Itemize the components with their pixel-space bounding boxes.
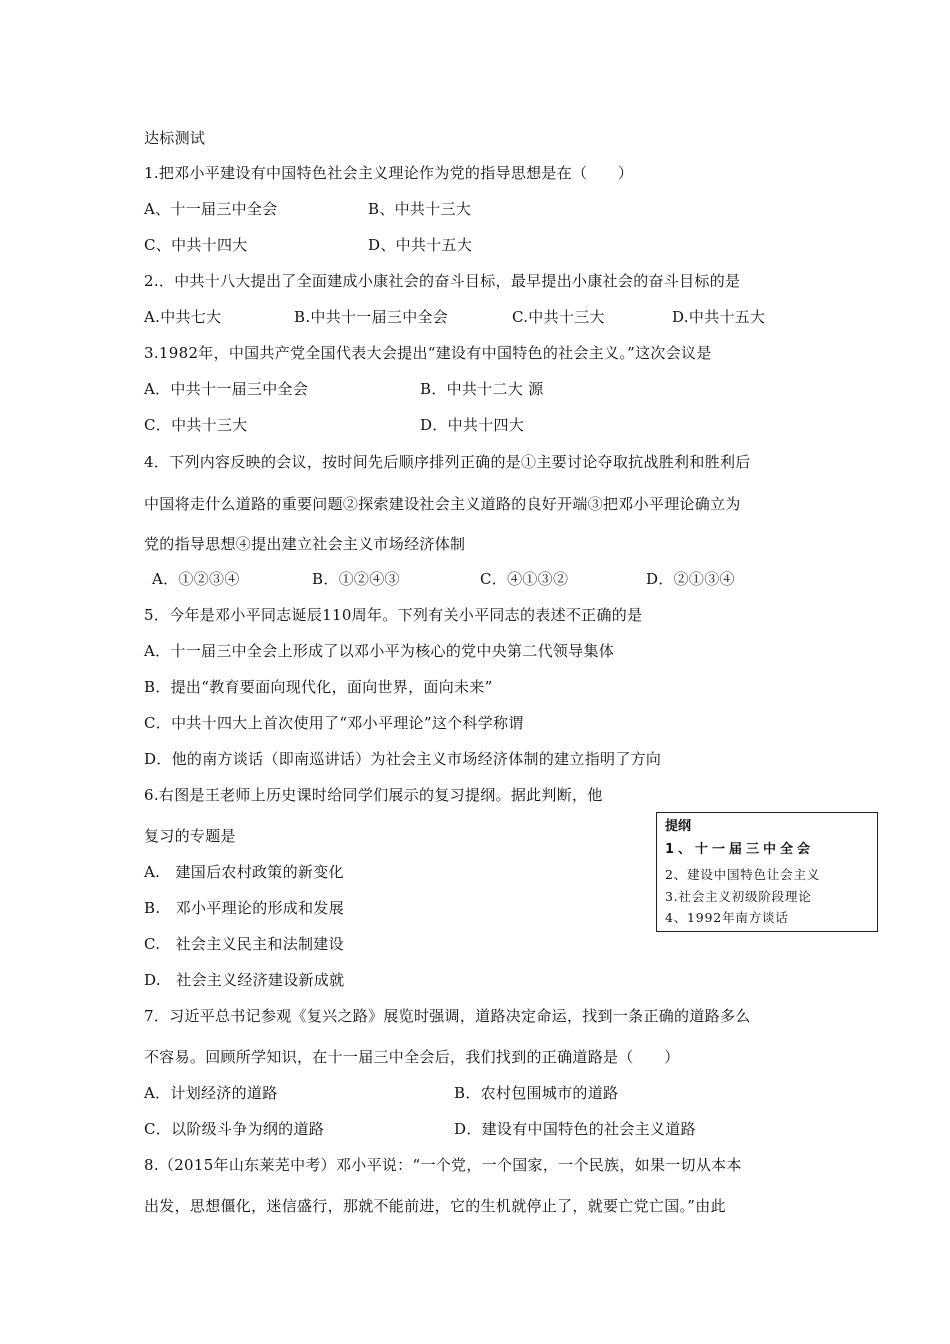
q1-option-b: B、中共十三大 (368, 200, 472, 218)
q2-option-c: C.中共十三大 (512, 308, 605, 326)
outline-item-1: 1、十一届三中全会 (665, 842, 815, 857)
q3-option-a: A．中共十一届三中全会 (144, 380, 309, 398)
q6-option-a: A. 建国后农村政策的新变化 (144, 863, 344, 881)
q7-option-d: D．建设有中国特色的社会主义道路 (454, 1120, 696, 1138)
q5-stem: 5．今年是邓小平同志诞辰110周年。下列有关小平同志的表述不正确的是 (144, 606, 643, 624)
q3-option-c: C．中共十三大 (144, 416, 248, 434)
q5-option-b: B．提出“教育要面向现代化，面向世界，面向未来” (144, 678, 493, 696)
q8-stem-line-2: 出发，思想僵化，迷信盛行，那就不能前进，它的生机就停止了，就要亡党亡国。”由此 (144, 1197, 726, 1215)
q2-option-d: D.中共十五大 (672, 308, 766, 326)
q1-option-a: A、十一届三中全会 (144, 200, 278, 218)
q7-stem-line-2: 不容易。回顾所学知识，在十一届三中全会后，我们找到的正确道路是（ ） (144, 1048, 680, 1066)
q6-option-c: C. 社会主义民主和法制建设 (144, 935, 344, 953)
outline-item-2: 2、建设中国特色让会主义 (665, 867, 821, 882)
q6-stem-line-1: 6.右图是王老师上历史课时给同学们展示的复习提纲。据此判断，他 (144, 786, 603, 804)
q5-option-d: D．他的南方谈话（即南巡讲话）为社会主义市场经济体制的建立指明了方向 (144, 750, 662, 768)
review-outline-box (656, 812, 878, 932)
q5-option-a: A．十一届三中全会上形成了以邓小平为核心的党中央第二代领导集体 (144, 642, 615, 660)
outline-item-3: 3.社会主义初级阶段理论 (665, 889, 812, 904)
q4-stem-line-3: 党的指导思想④提出建立社会主义市场经济体制 (144, 535, 466, 553)
outline-title: 提纲 (665, 819, 692, 834)
section-heading: 达标测试 (144, 129, 206, 147)
q3-option-b: B．中共十二大 源 (420, 380, 544, 398)
q2-option-b: B.中共十一届三中全会 (294, 308, 449, 326)
q2-stem: 2.．中共十八大提出了全面建成小康社会的奋斗目标，最早提出小康社会的奋斗目标的是 (144, 272, 741, 290)
q6-option-b: B. 邓小平理论的形成和发展 (144, 899, 344, 917)
q4-option-a: A．①②③④ (152, 570, 240, 588)
q3-stem: 3.1982年，中国共产党全国代表大会提出“建设有中国特色的社会主义。”这次会议是 (144, 344, 712, 362)
q6-stem-line-2: 复习的专题是 (144, 827, 236, 845)
q6-option-d: D. 社会主义经济建设新成就 (144, 971, 345, 989)
q1-option-d: D、中共十五大 (368, 236, 473, 254)
q4-stem-line-1: 4．下列内容反映的会议，按时间先后顺序排列正确的是①主要讨论夺取抗战胜利和胜利后 (144, 453, 751, 471)
q7-stem-line-1: 7．习近平总书记参观《复兴之路》展览时强调，道路决定命运，找到一条正确的道路多么 (144, 1007, 751, 1025)
q8-stem-line-1: 8.（2015年山东莱芜中考）邓小平说：“一个党，一个国家，一个民族，如果一切从本本 (144, 1156, 742, 1174)
q7-option-b: B．农村包围城市的道路 (454, 1084, 619, 1102)
q4-option-b: B．①②④③ (312, 570, 400, 588)
q7-option-c: C．以阶级斗争为纲的道路 (144, 1120, 325, 1138)
q4-option-d: D．②①③④ (646, 570, 735, 588)
q2-option-a: A.中共七大 (144, 308, 222, 326)
q1-option-c: C、中共十四大 (144, 236, 248, 254)
q4-stem-line-2: 中国将走什么道路的重要问题②探索建设社会主义道路的良好开端③把邓小平理论确立为 (144, 495, 741, 513)
q7-option-a: A．计划经济的道路 (144, 1084, 278, 1102)
q1-stem: 1.把邓小平建设有中国特色社会主义理论作为党的指导思想是在（ ） (144, 164, 634, 182)
q5-option-c: C．中共十四大上首次使用了“邓小平理论”这个科学称谓 (144, 714, 524, 732)
q3-option-d: D．中共十四大 (420, 416, 525, 434)
q4-option-c: C．④①③② (480, 570, 569, 588)
outline-item-4: 4、1992年南方谈话 (665, 910, 789, 925)
